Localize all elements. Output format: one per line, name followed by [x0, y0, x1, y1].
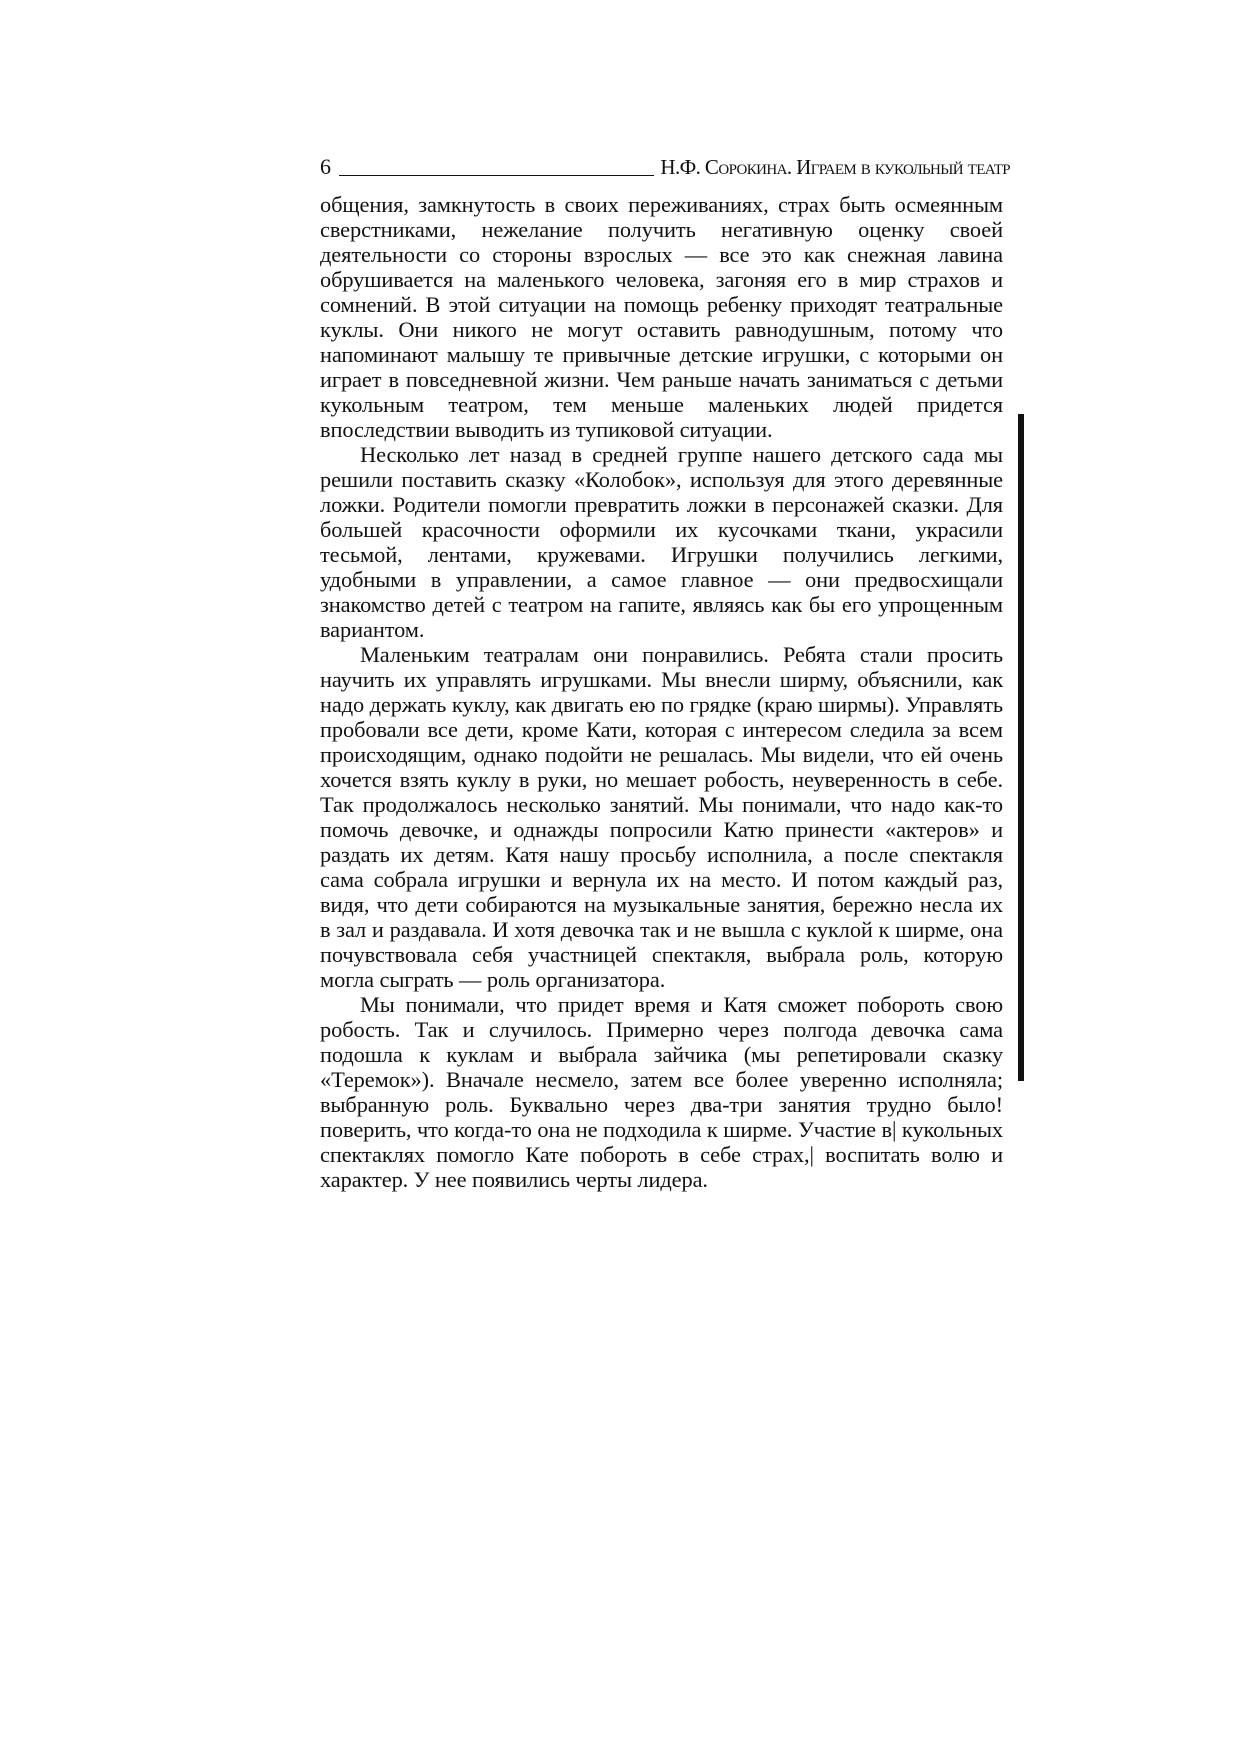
body-text	[320, 192, 1003, 1192]
paragraph-2: Несколько лет назад в средней группе нашего детского сада мы решили поставить сказку «Колобок», используя для этого деревянные ложки. Родители помогли превратить ложки в персонажей сказки. Для большей красочности оформили их кусочками ткани, украсили тесьмой, лентами, кружевами. Игрушки получились легкими, удобными в управлении, а самое главное — они предвосхищали знакомство детей с театром на гапите, являясь как бы его упрощенным вариантом.	[320, 442, 1003, 642]
paragraph-3: Маленьким театралам они понравились. Ребята стали просить научить их управлять игрушками. Мы внесли ширму, объяснили, как надо держать куклу, как двигать ею по грядке (краю ширмы). Управлять пробовали все дети, кроме Кати, которая с интересом следила за всем происходящим, однако подойти не решалась. Мы видели, что ей очень хочется взять куклу в руки, но мешает робость, неуверенность в себе. Так продолжалось несколько занятий. Мы понимали, что надо как-то помочь девочке, и однажды попросили Катю принести «актеров» и раздать их детям. Катя нашу просьбу исполнила, а после спектакля сама собрала игрушки и вернула их на место. И потом каждый раз, видя, что дети собираются на музыкальные занятия, бережно несла их в зал и раздавала. И хотя девочка так и не вышла с куклой к ширме, она почувствовала себя участницей спектакля, выбрала роль, которую могла сыграть — роль организатора.	[320, 642, 1003, 992]
page-header	[320, 150, 1010, 180]
running-title: Н.Ф. Сорокина. Играем в кукольный театр	[660, 155, 1010, 179]
scan-margin-bar	[1018, 414, 1024, 1081]
header-rule	[339, 174, 654, 176]
paragraph-4: Мы понимали, что придет время и Катя сможет побороть свою робость. Так и случилось. Примерно через полгода девочка сама подошла к куклам и выбрала зайчика (мы репетировали сказку «Теремок»). Вначале несмело, затем все более уверенно исполняла; выбранную роль. Буквально через два-три занятия трудно было! поверить, что когда-то она не подходила к ширме. Участие в| кукольных спектаклях помогло Кате побороть в себе страх,| воспитать волю и характер. У нее появились черты лидера.	[320, 992, 1003, 1192]
paragraph-1: общения, замкнутость в своих переживаниях, страх быть осмеянным сверстниками, нежелание получить негативную оценку своей деятельности со стороны взрослых — все это как снежная лавина обрушивается на маленького человека, загоняя его в мир страхов и сомнений. В этой ситуации на помощь ребенку приходят театральные куклы. Они никого не могут оставить равнодушным, потому что напоминают малышу те привычные детские игрушки, с которыми он играет в повседневной жизни. Чем раньше начать заниматься с детьми кукольным театром, тем меньше маленьких людей придется впоследствии выводить из тупиковой ситуации.	[320, 192, 1003, 442]
page-number: 6	[320, 154, 331, 179]
